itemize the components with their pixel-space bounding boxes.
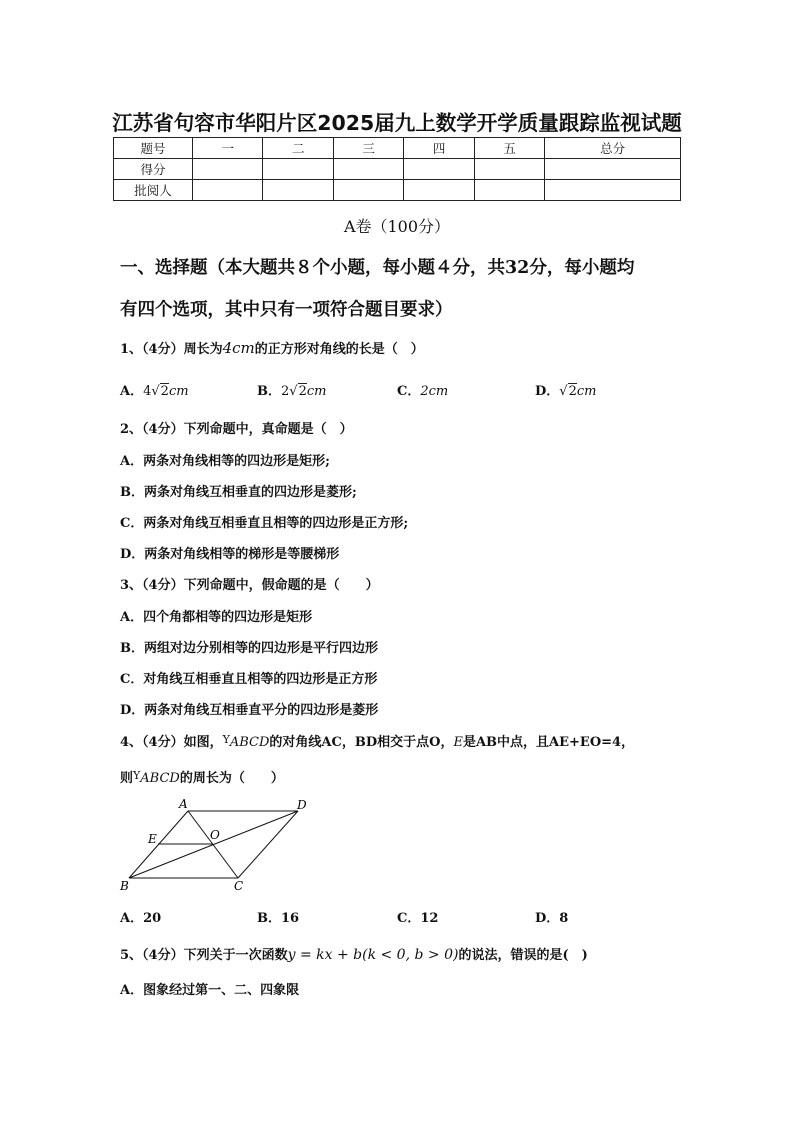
score-table-header-row (114, 138, 681, 159)
table-cell (474, 159, 544, 180)
parallelogram-symbol: Y (133, 769, 141, 782)
option-unit: cm (168, 384, 189, 399)
q2-option-c: C．两条对角线互相垂直且相等的四边形是正方形; (120, 516, 409, 531)
question-4-stem-line2 (120, 767, 284, 786)
parallelogram-symbol: Y (222, 733, 230, 746)
option-text: 2cm (420, 384, 449, 399)
table-cell (333, 159, 403, 180)
parallelogram-figure (112, 792, 322, 900)
table-cell: 四 (404, 138, 474, 159)
score-table (113, 137, 681, 201)
q5-suffix: 的说法，错误的是( ) (458, 948, 588, 963)
label-a: A (179, 797, 188, 811)
q1-option-d: D．√2cm (535, 384, 597, 399)
q2-option-a: A．两条对角线相等的四边形是矩形; (120, 454, 330, 469)
option-label: B． (257, 384, 281, 399)
option-radicand: 2 (160, 384, 169, 399)
table-cell: 一 (193, 138, 263, 159)
option-label: C． (397, 384, 421, 399)
q3-option-a: A．四个角都相等的四边形是矩形 (120, 610, 313, 625)
q4-para-name: ABCD (229, 735, 270, 750)
option-label: D． (535, 384, 560, 399)
q4-option-d: D．8 (535, 911, 569, 926)
q4-option-b: B．16 (257, 911, 300, 926)
q1-suffix: 的正方形对角线的长是（ ） (254, 342, 424, 357)
option-radicand: 2 (298, 384, 307, 399)
table-cell (333, 180, 403, 201)
q4-prefix: 4、（4分）如图， (120, 735, 223, 750)
table-cell (263, 159, 333, 180)
label-d: D (297, 798, 307, 812)
q4-option-c: C．12 (397, 911, 439, 926)
q2-option-d: D．两条对角线相等的梯形是等腰梯形 (120, 547, 340, 562)
question-3-stem: 3、（4分）下列命题中，假命题的是（ ） (120, 578, 379, 593)
table-cell: 批阅人 (114, 180, 193, 201)
q1-option-c (397, 380, 448, 399)
label-o: O (210, 828, 220, 842)
paper-label: A卷（100分） (343, 217, 451, 236)
q2-option-b: B．两条对角线互相垂直的四边形是菱形; (120, 485, 357, 500)
table-cell: 总分 (545, 138, 681, 159)
q1-prefix: 1、（4分）周长为 (120, 342, 223, 357)
q1-option-a: A．4√2cm (120, 384, 189, 399)
q5-condition: (k < 0, b > 0) (362, 947, 459, 963)
q4-line2-prefix: 则 (120, 771, 134, 786)
score-table-row (114, 180, 681, 201)
label-e: E (148, 832, 157, 846)
q4-mid1: 的对角线AC，BD相交于点O， (269, 735, 454, 750)
table-cell: 题号 (114, 138, 193, 159)
table-cell (545, 180, 681, 201)
question-2-stem: 2、（4分）下列命题中，真命题是（ ） (120, 422, 353, 437)
table-cell (404, 159, 474, 180)
option-radicand: 2 (568, 384, 577, 399)
label-b: B (120, 879, 129, 893)
q4-option-a: A．20 (120, 911, 162, 926)
option-unit: cm (576, 384, 597, 399)
q4-line2-suffix: 的周长为（ ） (179, 771, 284, 786)
question-1-stem (120, 338, 424, 357)
table-cell (545, 159, 681, 180)
table-cell: 五 (474, 138, 544, 159)
label-c: C (234, 879, 244, 893)
table-cell (404, 180, 474, 201)
option-coef: 4 (143, 384, 152, 399)
side-dc (238, 811, 298, 878)
option-coef: 2 (281, 384, 290, 399)
q5-formula: y = kx + b (287, 947, 363, 963)
table-cell (193, 180, 263, 201)
section-heading-line1: 一、选择题（本大题共８个小题，每小题４分，共32分，每小题均 (120, 258, 635, 278)
score-table-row (114, 159, 681, 180)
option-label: A． (120, 384, 144, 399)
table-cell (193, 159, 263, 180)
q4-point-e: E (453, 735, 463, 750)
question-4-stem-line1 (120, 731, 634, 750)
table-cell (474, 180, 544, 201)
table-cell: 三 (333, 138, 403, 159)
q1-option-b: B．2√2cm (257, 384, 327, 399)
q3-option-c: C．对角线互相垂直且相等的四边形是正方形 (120, 672, 378, 687)
table-cell: 得分 (114, 159, 193, 180)
q1-math: 4cm (222, 339, 255, 357)
exam-title: 江苏省句容市华阳片区2025届九上数学开学质量跟踪监视试题 (112, 111, 682, 135)
section-heading-line2: 有四个选项，其中只有一项符合题目要求） (120, 300, 453, 320)
question-5-stem (120, 944, 588, 963)
table-cell (263, 180, 333, 201)
q3-option-d: D．两条对角线互相垂直平分的四边形是菱形 (120, 703, 379, 718)
q4-para-name: ABCD (140, 771, 180, 786)
q5-option-a: A．图象经过第一、二、四象限 (120, 983, 300, 998)
option-unit: cm (306, 384, 327, 399)
table-cell: 二 (263, 138, 333, 159)
q3-option-b: B．两组对边分别相等的四边形是平行四边形 (120, 641, 378, 656)
q5-prefix: 5、（4分）下列关于一次函数 (120, 948, 288, 963)
q4-mid2: 是AB中点，且AE+EO=4， (462, 735, 635, 750)
